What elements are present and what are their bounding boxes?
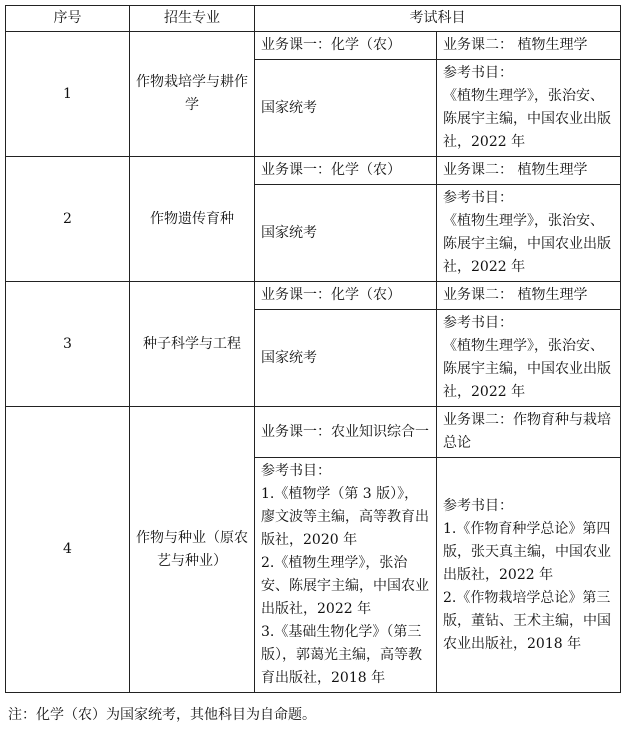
refs-heading: 参考书目： [443,65,513,81]
row-seq: 2 [6,157,130,282]
exam-type: 国家统考 [255,310,437,407]
row-major: 种子科学与工程 [130,282,255,407]
course-one: 业务课一：化学（农） [255,32,437,60]
row-seq: 4 [6,407,130,693]
refs-heading: 参考书目： [443,315,513,331]
row-major: 作物与种业（原农艺与种业） [130,407,255,693]
header-seq: 序号 [6,6,130,32]
ref-item: 《植物生理学》，张治安、陈展宇主编，中国农业出版社，2022 年 [443,88,611,150]
row-seq: 3 [6,282,130,407]
course-two: 业务课二： 植物生理学 [437,32,621,60]
row-major: 作物栽培学与耕作学 [130,32,255,157]
course-two: 业务课二：作物育种与栽培总论 [437,407,621,458]
course-one: 业务课一：农业知识综合一 [255,407,437,458]
course-two: 业务课二： 植物生理学 [437,157,621,185]
course-one: 业务课一：化学（农） [255,157,437,185]
ref-item: 3.《基础生物化学》（第三版），郭蔼光主编，高等教育出版社，2018 年 [261,624,422,686]
course-two: 业务课二： 植物生理学 [437,282,621,310]
table-row [6,32,621,60]
course-one-refs [255,458,437,693]
row-seq: 1 [6,32,130,157]
course-one: 业务课一：化学（农） [255,282,437,310]
course-two-refs [437,458,621,693]
ref-item: 2.《作物栽培学总论》第三版，董钻、王术主编，中国农业出版社，2018 年 [443,589,611,652]
table-header-row [6,6,621,32]
exam-type: 国家统考 [255,185,437,282]
exam-type: 国家统考 [255,60,437,157]
table-row [6,282,621,310]
refs-heading: 参考书目： [443,190,513,206]
course-two-refs [437,185,621,282]
table-row [6,157,621,185]
header-subjects: 考试科目 [255,6,621,32]
table-row [6,407,621,458]
ref-item: 1.《作物育种学总论》第四版，张天真主编，中国农业出版社，2022 年 [443,520,611,583]
course-two-refs [437,310,621,407]
exam-subjects-table [5,5,621,693]
course-two-refs [437,60,621,157]
refs-heading: 参考书目： [261,463,331,479]
refs-heading: 参考书目： [443,497,513,514]
header-major: 招生专业 [130,6,255,32]
row-major: 作物遗传育种 [130,157,255,282]
ref-item: 《植物生理学》，张治安、陈展宇主编，中国农业出版社，2022 年 [443,213,611,275]
footnote: 注：化学（农）为国家统考，其他科目为自命题。 [8,707,316,723]
ref-item: 2.《植物生理学》，张治安、陈展宇主编，中国农业出版社，2022 年 [261,555,429,617]
ref-item: 1.《植物学（第 3 版）》，廖文波等主编，高等教育出版社，2020 年 [261,486,429,548]
ref-item: 《植物生理学》，张治安、陈展宇主编，中国农业出版社，2022 年 [443,338,611,400]
